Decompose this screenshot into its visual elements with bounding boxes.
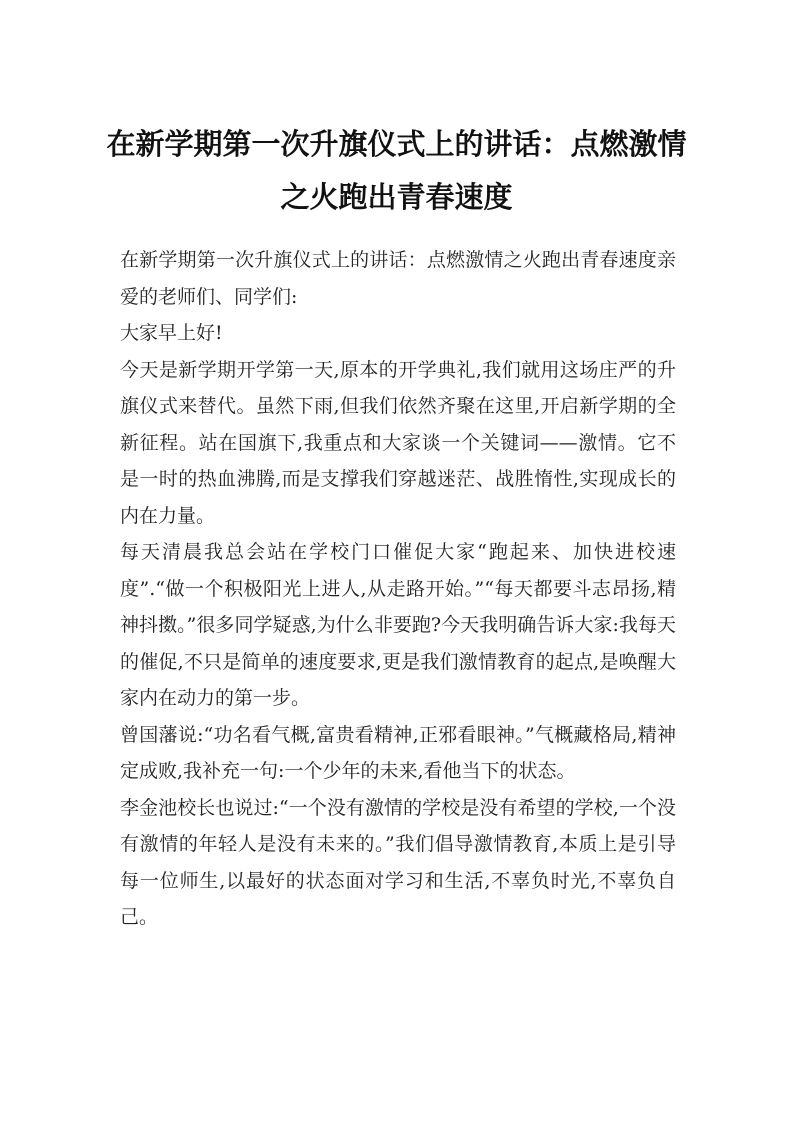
paragraph-good-morning: 大家早上好! xyxy=(120,322,223,344)
document-title: 在新学期第一次升旗仪式上的讲话：点燃激情之火跑出青春速度 xyxy=(106,127,687,214)
paragraph-first-day: 今天是新学期开学第一天,原本的开学典礼,我们就用这场庄严的升旗仪式来替代。虽然下雨,但我们依然齐聚在这里,开启新学期的全新征程。站在国旗下,我重点和大家谈一个关键词——激情。它不是一时的热血沸腾,而是支撑我们穿越迷茫、战胜惰性,实现成长的内在力量。 xyxy=(120,358,676,527)
paragraph-principal-quote: 李金池校长也说过:“一个没有激情的学校是没有希望的学校,一个没有激情的年轻人是没有未来的。”我们倡导激情教育,本质上是引导每一位师生,以最好的状态面对学习和生活,不辜负时光,不辜负自己。 xyxy=(120,796,676,928)
document-body xyxy=(120,242,676,936)
paragraph-morning-run: 每天清晨我总会站在学校门口催促大家“跑起来、加快进校速度”.“做一个积极阳光上进人,从走路开始。”“每天都要斗志昂扬,精神抖擞。”很多同学疑惑,为什么非要跑?今天我明确告诉大家:我每天的催促,不只是简单的速度要求,更是我们激情教育的起点,是唤醒大家内在动力的第一步。 xyxy=(120,541,676,709)
paragraph-zeng-guofan-quote: 曾国藩说:“功名看气概,富贵看精神,正邪看眼神。”气概藏格局,精神定成败,我补充一句:一个少年的未来,看他当下的状态。 xyxy=(120,723,676,782)
paragraph-greeting-header: 在新学期第一次升旗仪式上的讲话：点燃激情之火跑出青春速度亲爱的老师们、同学们: xyxy=(120,249,676,308)
